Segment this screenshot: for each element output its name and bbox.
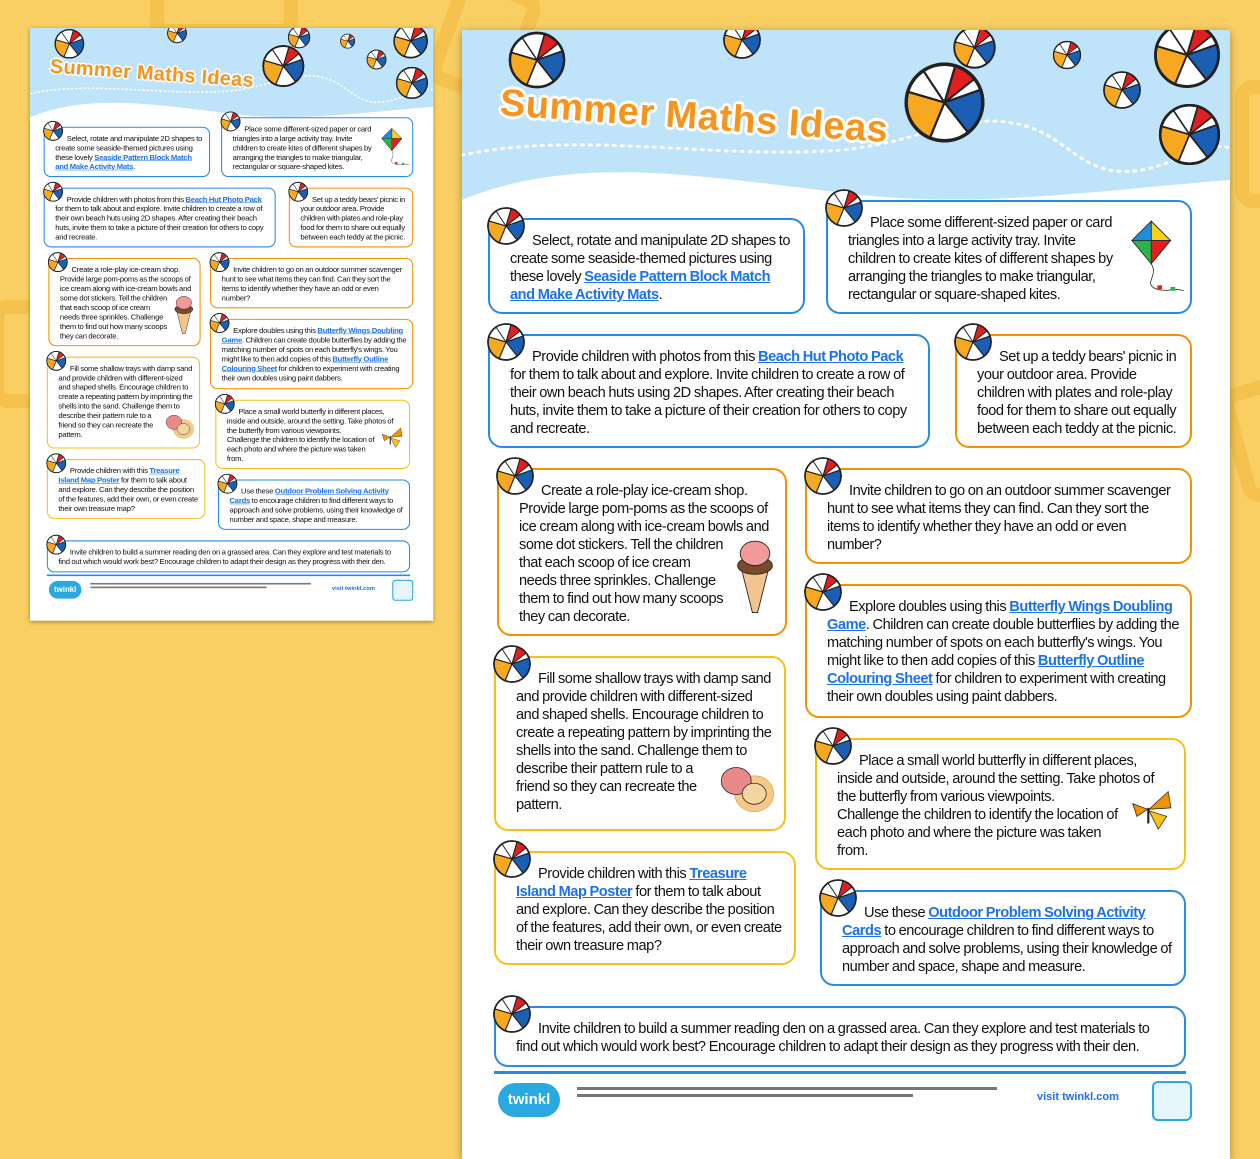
page-title: Summer Maths Ideas	[498, 82, 890, 152]
text-segment: Place some different-sized paper or card triangles into a large activity tray. Invite children to create kites of different shapes by arranging the triangles to make triangular, rectangular or square-shaped kites.	[848, 215, 1113, 303]
beach-ball-icon	[366, 49, 387, 70]
activity-text	[827, 598, 1180, 706]
activity-text	[229, 487, 403, 525]
kite-illustration	[380, 125, 410, 169]
beach-ball-icon	[1102, 70, 1142, 110]
beach-ball-icon	[507, 30, 567, 90]
resource-link[interactable]: Beach Hut Photo Pack	[185, 195, 262, 204]
footer-divider	[47, 575, 410, 577]
text-segment: Place a small world butterfly in different places, inside and outside, around the setting. Take photos of the butterfly from various viewpoints. Challenge the children to identify the location of each photo and where the picture was taken from.	[837, 753, 1155, 859]
beach-ball-icon	[46, 534, 67, 555]
beach-ball-icon	[43, 181, 64, 202]
resource-link[interactable]: Seaside Pattern Block Match and Make Activity Mats	[55, 153, 192, 172]
activity-card	[497, 468, 787, 636]
text-segment: for them to talk about and explore. Invite children to create a row of their own beach huts using 2D shapes. After creating their beach huts, invite them to take a picture of their creation for others to copy and recreate.	[55, 204, 264, 242]
text-segment: Use these	[864, 905, 929, 921]
quality-badge	[1152, 1081, 1192, 1121]
beach-ball-icon	[486, 322, 526, 362]
text-segment: Explore doubles using this	[849, 599, 1010, 615]
activity-card	[210, 258, 413, 308]
activity-text	[58, 548, 403, 567]
activity-card	[815, 738, 1186, 870]
beach-ball-icon	[288, 181, 309, 202]
text-segment: . Children can create double butterflies by adding the matching number of spots on each butterfly's wings. You might like to then add copies of this	[221, 336, 407, 364]
activity-card	[488, 334, 930, 448]
beach-ball-icon	[952, 30, 997, 70]
text-segment: Provide children with photos from this	[532, 349, 759, 365]
quality-badge	[392, 580, 413, 601]
beach-ball-icon	[803, 572, 843, 612]
text-segment: for children to experiment with creating their own doubles using paint dabbers.	[221, 364, 400, 383]
activity-text	[60, 265, 194, 341]
resource-link[interactable]: Butterfly Wings Doubling Game	[221, 326, 403, 345]
text-segment: Provide children with this	[538, 866, 690, 882]
beach-ball-icon	[392, 28, 429, 60]
text-segment: Invite children to build a summer reading den on a grassed area. Can they explore and test materials to find out which would work best? Encourage children to adapt their design as they progress with their den.	[58, 548, 391, 567]
activity-text	[842, 904, 1174, 976]
activity-text	[222, 265, 407, 303]
disclaimer-text	[90, 583, 311, 590]
activity-text	[58, 466, 199, 513]
resource-link[interactable]: Butterfly Outline Colouring Sheet	[827, 653, 1145, 687]
text-segment: Place a small world butterfly in different places, inside and outside, around the setting. Take photos of the butterfly from various viewpoints. Challenge the children to identify the location of each photo and where the picture was taken from.	[226, 407, 394, 464]
disclaimer-text	[577, 1087, 997, 1101]
text-segment: Select, rotate and manipulate 2D shapes to create some seaside-themed pictures using these lovely	[55, 134, 203, 162]
text-segment: for them to talk about and explore. Can they describe the position of the features, add their own, or even create their own treasure map?	[516, 884, 782, 954]
activity-card	[218, 479, 410, 529]
text-segment: to encourage children to find different ways to approach and solve problems, using their knowledge of number and space, shape and measure.	[842, 923, 1172, 975]
text-segment: Select, rotate and manipulate 2D shapes to create some seaside-themed pictures using these lovely	[510, 233, 790, 285]
text-segment: Place some different-sized paper or card triangles into a large activity tray. Invite children to create kites of different shapes by arranging the triangles to make triangular, rectangular or square-shaped kites.	[232, 125, 372, 172]
activity-card	[494, 656, 786, 831]
activity-card	[221, 117, 413, 177]
resource-link[interactable]: Treasure Island Map Poster	[58, 466, 180, 485]
text-segment: for them to talk about and explore. Can they describe the position of the features, add their own, or even create their own treasure map?	[58, 476, 198, 514]
activity-text	[510, 232, 793, 304]
activity-card	[488, 218, 805, 314]
worksheet-thumbnail	[30, 28, 433, 621]
activity-text	[55, 195, 269, 242]
text-segment: Set up a teddy bears' picnic in your outdoor area. Provide children with plates and role-play food for them to share out equally between each teddy at the picnic.	[300, 195, 406, 242]
shells-illustration	[164, 411, 193, 439]
text-segment: . Children can create double butterflies by adding the matching number of spots on each butterfly's wings. You might like to then add copies of this	[827, 617, 1180, 669]
activity-card	[805, 468, 1192, 564]
activity-text	[55, 134, 204, 172]
text-segment: Provide children with photos from this	[66, 195, 186, 204]
beach-ball-icon	[902, 60, 987, 145]
text-segment: .	[658, 287, 663, 303]
beach-ball-icon	[43, 120, 64, 141]
activity-card	[820, 890, 1186, 986]
activity-card	[494, 1006, 1186, 1067]
activity-card	[494, 851, 796, 965]
beach-ball-icon	[217, 473, 238, 494]
activity-text	[837, 752, 1174, 860]
activity-card	[47, 459, 206, 519]
ice-cream-illustration	[173, 294, 194, 336]
beach-ball-icon	[214, 393, 235, 414]
beach-ball-icon	[1152, 30, 1222, 90]
twinkl-logo[interactable]: twinkl	[49, 581, 82, 599]
activity-card	[44, 188, 276, 248]
text-segment: Create a role-play ice-cream shop. Provide large pom-poms as the scoops of ice cream along with ice-cream bowls and some dot stickers. Tell the children that each scoop of ice cream needs three sprinkles. Challenge them to find out how many scoops they can decorate.	[59, 265, 192, 341]
activity-text	[827, 482, 1180, 554]
beach-ball-icon	[953, 322, 993, 362]
beach-ball-icon	[492, 994, 532, 1034]
beach-ball-icon	[209, 252, 230, 273]
activity-text	[233, 125, 407, 172]
resource-link[interactable]: Beach Hut Photo Pack	[758, 349, 904, 365]
shells-illustration	[718, 760, 774, 814]
text-segment: Fill some shallow trays with damp sand and provide children with different-sized and shaped shells. Encourage children to create a repeating pattern by imprinting the shells into the sand. Challenge them to describe their pattern rule to a friend so they can recreate the pattern.	[58, 364, 193, 440]
activity-text	[519, 482, 775, 626]
resource-link[interactable]: Outdoor Problem Solving Activity Cards	[842, 905, 1146, 939]
beach-ball-icon	[167, 28, 188, 44]
beach-ball-icon	[818, 878, 858, 918]
activity-card	[955, 334, 1192, 448]
worksheet-zoomed	[462, 30, 1230, 1159]
activity-text	[516, 1020, 1174, 1056]
kite-illustration	[1128, 214, 1186, 298]
text-segment: .	[133, 162, 136, 172]
activity-card	[44, 127, 210, 177]
text-segment: Provide children with this	[69, 466, 150, 476]
beach-ball-icon	[813, 726, 853, 766]
activity-text	[848, 214, 1180, 304]
activity-text	[222, 326, 407, 383]
text-segment: Set up a teddy bears' picnic in your outdoor area. Provide children with plates and role-play food for them to share out equally between each teddy at the picnic.	[977, 349, 1177, 437]
resource-link[interactable]: Butterfly Outline Colouring Sheet	[221, 355, 389, 373]
beach-ball-icon	[492, 644, 532, 684]
activity-text	[977, 348, 1180, 438]
beach-ball-icon	[1157, 102, 1222, 167]
text-segment: Invite children to go on an outdoor summer scavenger hunt to see what items they can find. Can they sort the items to identify whether they have an odd or even number?	[221, 265, 402, 303]
text-segment: for them to talk about and explore. Invite children to create a row of their own beach huts using 2D shapes. After creating their beach huts, invite them to take a picture of their creation for others to copy and recreate.	[510, 367, 907, 437]
activity-text	[516, 670, 774, 814]
butterfly-illustration	[1124, 788, 1174, 832]
activity-card	[826, 200, 1192, 314]
beach-ball-icon	[220, 111, 241, 132]
beach-ball-icon	[395, 66, 429, 100]
beach-ball-icon	[340, 33, 356, 49]
activity-text	[58, 364, 193, 440]
activity-text	[516, 865, 784, 955]
activity-card	[289, 188, 413, 248]
activity-text	[227, 407, 404, 464]
beach-ball-icon	[492, 839, 532, 879]
beach-ball-icon	[46, 453, 67, 474]
text-segment: Use these	[241, 487, 275, 496]
text-segment: to encourage children to find different ways to approach and solve problems, using their knowledge of number and space, shape and measure.	[229, 496, 403, 525]
beach-ball-icon	[486, 206, 526, 246]
twinkl-logo[interactable]: twinkl	[498, 1083, 560, 1117]
beach-ball-icon	[261, 44, 306, 89]
beach-ball-icon	[1052, 40, 1082, 70]
beach-ball-icon	[209, 313, 230, 334]
beach-ball-icon	[287, 28, 311, 49]
visit-website-link[interactable]: visit twinkl.com	[1037, 1091, 1119, 1103]
activity-card	[47, 357, 200, 449]
beach-ball-icon	[722, 30, 762, 60]
resource-link[interactable]: Butterfly Wings Doubling Game	[827, 599, 1173, 633]
activity-card	[210, 319, 413, 389]
activity-card	[215, 400, 410, 469]
activity-text	[300, 195, 407, 242]
beach-ball-icon	[47, 252, 68, 273]
activity-card	[47, 540, 410, 572]
beach-ball-icon	[824, 188, 864, 228]
resource-link[interactable]: Treasure Island Map Poster	[516, 866, 747, 900]
footer-divider	[494, 1071, 1186, 1074]
text-segment: Invite children to build a summer reading den on a grassed area. Can they explore and test materials to find out which would work best? Encourage children to adapt their design as they progress with their den.	[516, 1021, 1150, 1055]
resource-link[interactable]: Outdoor Problem Solving Activity Cards	[229, 487, 389, 506]
text-segment: Create a role-play ice-cream shop. Provide large pom-poms as the scoops of ice cream along with ice-cream bowls and some dot stickers. Tell the children that each scoop of ice cream needs three sprinkles. Challenge them to find out how many scoops they can decorate.	[519, 483, 769, 625]
text-segment: Explore doubles using this	[233, 326, 318, 336]
beach-ball-icon	[803, 456, 843, 496]
activity-card	[805, 584, 1192, 718]
visit-website-link[interactable]: visit twinkl.com	[331, 585, 375, 592]
text-segment: for children to experiment with creating their own doubles using paint dabbers.	[827, 671, 1166, 705]
activity-text	[510, 348, 918, 438]
resource-link[interactable]: Seaside Pattern Block Match and Make Activity Mats	[510, 269, 771, 303]
beach-ball-icon	[495, 456, 535, 496]
page-title: Summer Maths Ideas	[49, 55, 255, 92]
butterfly-illustration	[378, 426, 404, 449]
text-segment: Fill some shallow trays with damp sand and provide children with different-sized and shaped shells. Encourage children to create a repeating pattern by imprinting the shells into the sand. Challenge them to describe their pattern rule to a friend so they can recreate the pattern.	[516, 671, 772, 813]
activity-card	[48, 258, 200, 346]
beach-ball-icon	[54, 28, 86, 60]
beach-ball-icon	[46, 350, 67, 371]
text-segment: Invite children to go on an outdoor summer scavenger hunt to see what items they can find. Can they sort the items to identify whether they have an odd or even number?	[827, 483, 1171, 553]
ice-cream-illustration	[735, 536, 775, 616]
